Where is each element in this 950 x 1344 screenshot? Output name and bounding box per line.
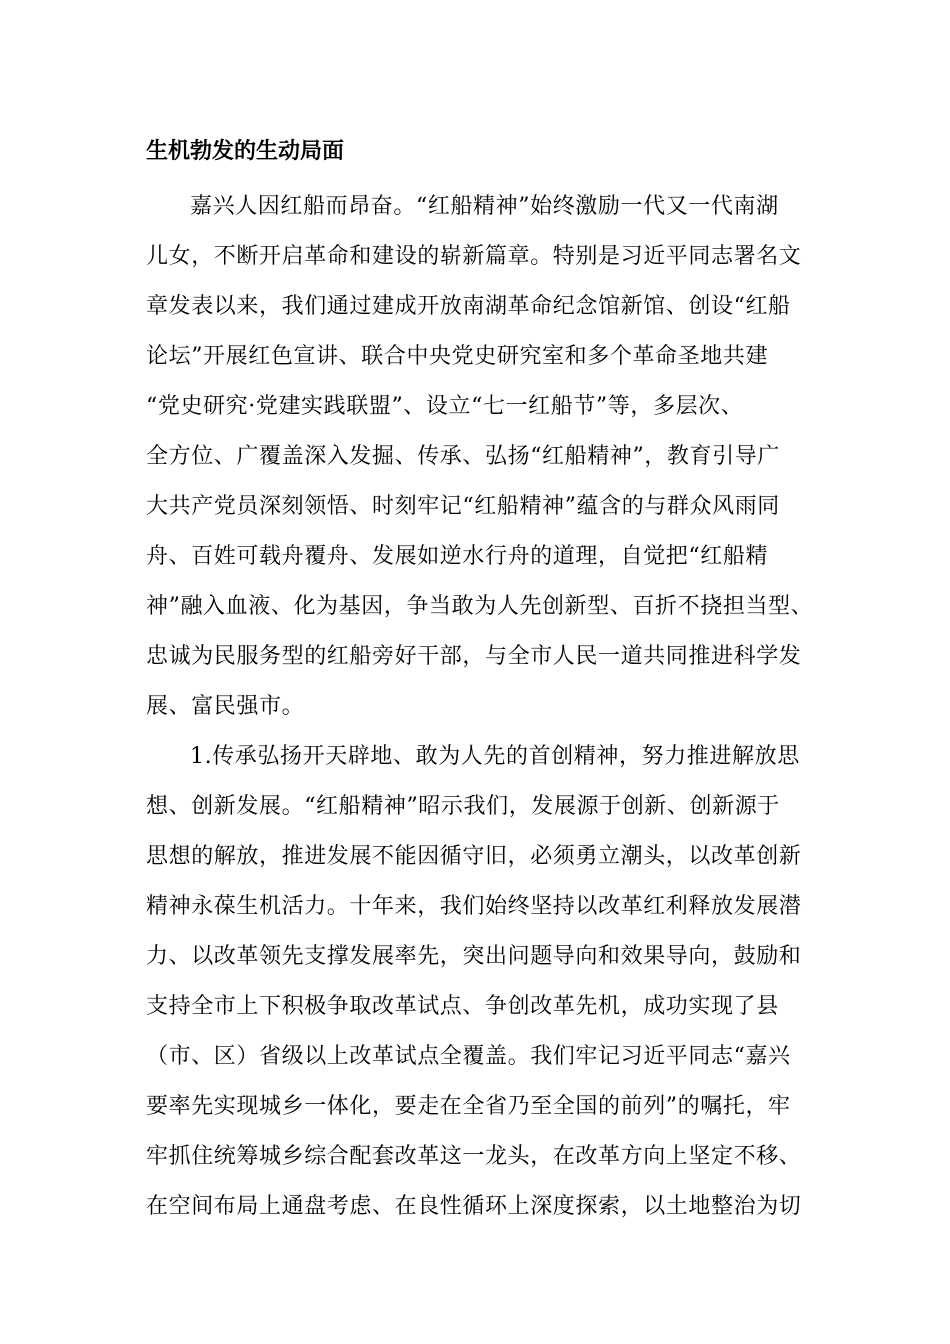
paragraph-1 <box>146 182 826 732</box>
paragraph-line: （市、区）省级以上改革试点全覆盖。我们牢记习近平同志“嘉兴 <box>146 1044 791 1069</box>
paragraph-line: 思想的解放，推进发展不能因循守旧，必须勇立潮头，以改革创新 <box>146 844 802 869</box>
paragraph-2 <box>146 732 826 1232</box>
section-heading: 生机勃发的生动局面 <box>146 139 345 164</box>
paragraph-line: 论坛”开展红色宣讲、联合中央党史研究室和多个革命圣地共建 <box>146 344 769 369</box>
paragraph-line: 牢抓住统筹城乡综合配套改革这一龙头，在改革方向上坚定不移、 <box>146 1144 802 1169</box>
paragraph-line: 儿女，不断开启革命和建设的崭新篇章。特别是习近平同志署名文 <box>146 244 802 269</box>
paragraph-line: 全方位、广覆盖深入发掘、传承、弘扬“红船精神”，教育引导广 <box>146 444 780 469</box>
paragraph-line: 精神永葆生机活力。十年来，我们始终坚持以改革红利释放发展潜 <box>146 894 802 919</box>
paragraph-line: 神”融入血液、化为基因，争当敢为人先创新型、百折不挠担当型、 <box>146 594 814 619</box>
paragraph-line: 1.传承弘扬开天辟地、敢为人先的首创精神，努力推进解放思 <box>190 744 800 769</box>
paragraph-line: 舟、百姓可载舟覆舟、发展如逆水行舟的道理，自觉把“红船精 <box>146 544 769 569</box>
paragraph-line: 支持全市上下积极争取改革试点、争创改革先机，成功实现了县 <box>146 994 779 1019</box>
paragraph-line: 在空间布局上通盘考虑、在良性循环上深度探索，以土地整治为切 <box>146 1194 802 1219</box>
paragraph-line: 忠诚为民服务型的红船旁好干部，与全市人民一道共同推进科学发 <box>146 644 802 669</box>
paragraph-line: 力、以改革领先支撑发展率先，突出问题导向和效果导向，鼓励和 <box>146 944 802 969</box>
paragraph-line: “党史研究·党建实践联盟”、设立“七一红船节”等，多层次、 <box>146 394 744 419</box>
paragraph-line: 大共产党员深刻领悟、时刻牢记“红船精神”蕴含的与群众风雨同 <box>146 494 780 519</box>
paragraph-line: 想、创新发展。“红船精神”昭示我们，发展源于创新、创新源于 <box>146 794 780 819</box>
paragraph-line: 嘉兴人因红船而昂奋。“红船精神”始终激励一代又一代南湖 <box>190 194 779 219</box>
body-text <box>146 182 826 1232</box>
paragraph-line: 展、富民强市。 <box>146 694 305 719</box>
paragraph-line: 要率先实现城乡一体化，要走在全省乃至全国的前列”的嘱托，牢 <box>146 1094 791 1119</box>
paragraph-line: 章发表以来，我们通过建成开放南湖革命纪念馆新馆、创设“红船 <box>146 294 791 319</box>
